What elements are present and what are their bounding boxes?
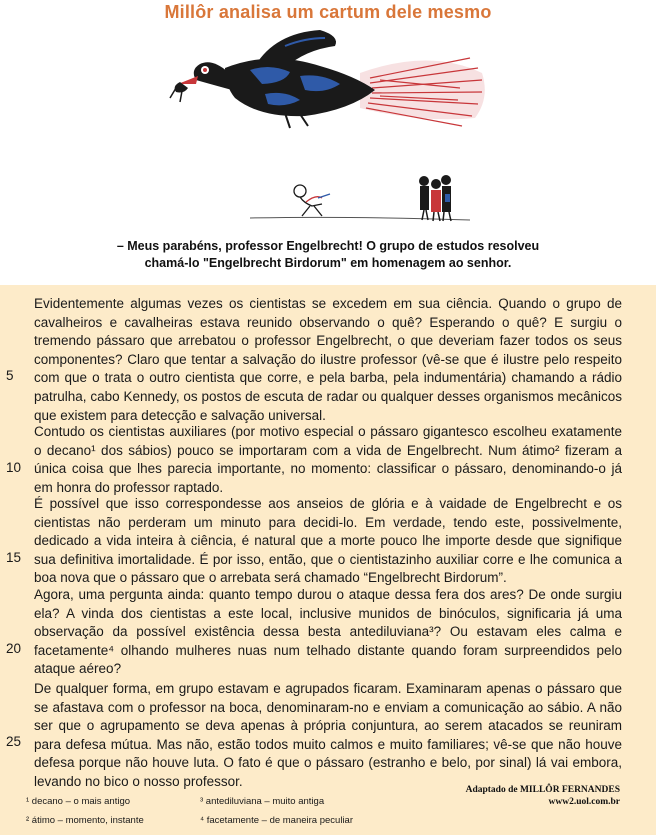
- cartoon-illustration: [0, 28, 656, 238]
- group-of-scientists-drawing: [419, 175, 451, 221]
- line-number-20: 20: [6, 641, 22, 656]
- paragraph-3: É possível que isso correspondesse aos anseios de glória e à vaidade de Engelbrecht e os cientistas não perderam um minuto para decidi-lo. Em verdade, tendo este, possivelmente, dedicado a vida inteira à ciência, é natural que a morte pouco lhe importe desde que signifique sua definitiva imortalidade. É por isso, então, que o cientistazinho auxiliar corre e lhe comunica a boa nova que o pássaro que o arrebata será chamado “Engelbrecht Birdorum”.: [34, 496, 622, 586]
- cartoon-caption: [40, 238, 616, 272]
- line-number-5: 5: [6, 368, 14, 383]
- source-url: www2.uol.com.br: [548, 797, 620, 807]
- line-number-15: 15: [6, 550, 22, 565]
- paragraph-2: Contudo os cientistas auxiliares (por motivo especial o pássaro gigantesco escolheu exatamente o decano¹ dos sábios) pouco se importaram com a vida de Engelbrecht. Num átimo² fizeram a única coisa que lhes parecia importante, no momento: classificar o pássaro, denominando-o já em honra do professor raptado.: [34, 424, 622, 495]
- footnote-2: ² átimo – momento, instante: [26, 815, 144, 826]
- bird-drawing: [170, 30, 485, 128]
- page-title: Millôr analisa um cartum dele mesmo: [164, 2, 492, 22]
- caption-line-1: – Meus parabéns, professor Engelbrecht! O grupo de estudos resolveu: [116, 239, 540, 253]
- line-number-25: 25: [6, 734, 22, 749]
- paragraph-5: De qualquer forma, em grupo estavam e agrupados ficaram. Examinaram apenas o pássaro que se afastava com o professor na boca, denominaram-no e enviam a comunicação ao sábio. A não ser que o agrupamento se deva apenas à própria conjuntura, ao serem atacados se reuniram para defesa mútua. Mas não, estão todos muito calmos e muito familiares; vê-se que não houve defesa porque não houve luta. O fato é que o pássaro (estranho e belo, por sinal) lá vai embora, levando no bico o nosso professor.: [34, 681, 622, 789]
- footnote-4: ⁴ facetamente – de maneira peculiar: [200, 815, 354, 826]
- paragraph-1: Evidentemente algumas vezes os cientistas se excedem em sua ciência. Quando o grupo de cavalheiros e cavalheiras estava reunido observando o quê? Esperando o quê? E surgiu o tremendo pássaro que arrebatou o professor Engelbrecht, o que deveriam fazer todos os seus componentes? Claro que tentar a salvação do ilustre professor (vê-se que é ilustre pelo respeito com que o trata o outro cientista que corre, e pela barba, pela indumentária) chamando a rádio patrulha, cabo Kennedy, os postos de escuta de radar ou qualquer desses organismos mecânicos que existem para detecção e salvação universal.: [34, 296, 622, 423]
- caption-line-2: chamá-lo "Engelbrecht Birdorum" em homenagem ao senhor.: [144, 256, 512, 270]
- ground-line: [250, 217, 470, 220]
- running-scientist-drawing: [294, 185, 330, 216]
- footnote-1: ¹ decano – o mais antigo: [26, 796, 131, 807]
- footnote-3: ³ antediluviana – muito antiga: [200, 796, 325, 807]
- source-credit: [466, 784, 620, 808]
- source-author: Adaptado de MILLÔR FERNANDES: [465, 785, 620, 795]
- line-number-10: 10: [6, 460, 22, 475]
- paragraph-4: Agora, uma pergunta ainda: quanto tempo durou o ataque dessa fera dos ares? De onde surgiu ela? A vinda dos cientistas a este local, inclusive munidos de binóculos, significaria já uma observação da possível existência dessa besta antediluviana³? Ou estavam eles calma e facetamente⁴ olhando mulheres nuas num telhado distante quando foram surpreendidos pelo ataque aéreo?: [34, 587, 622, 677]
